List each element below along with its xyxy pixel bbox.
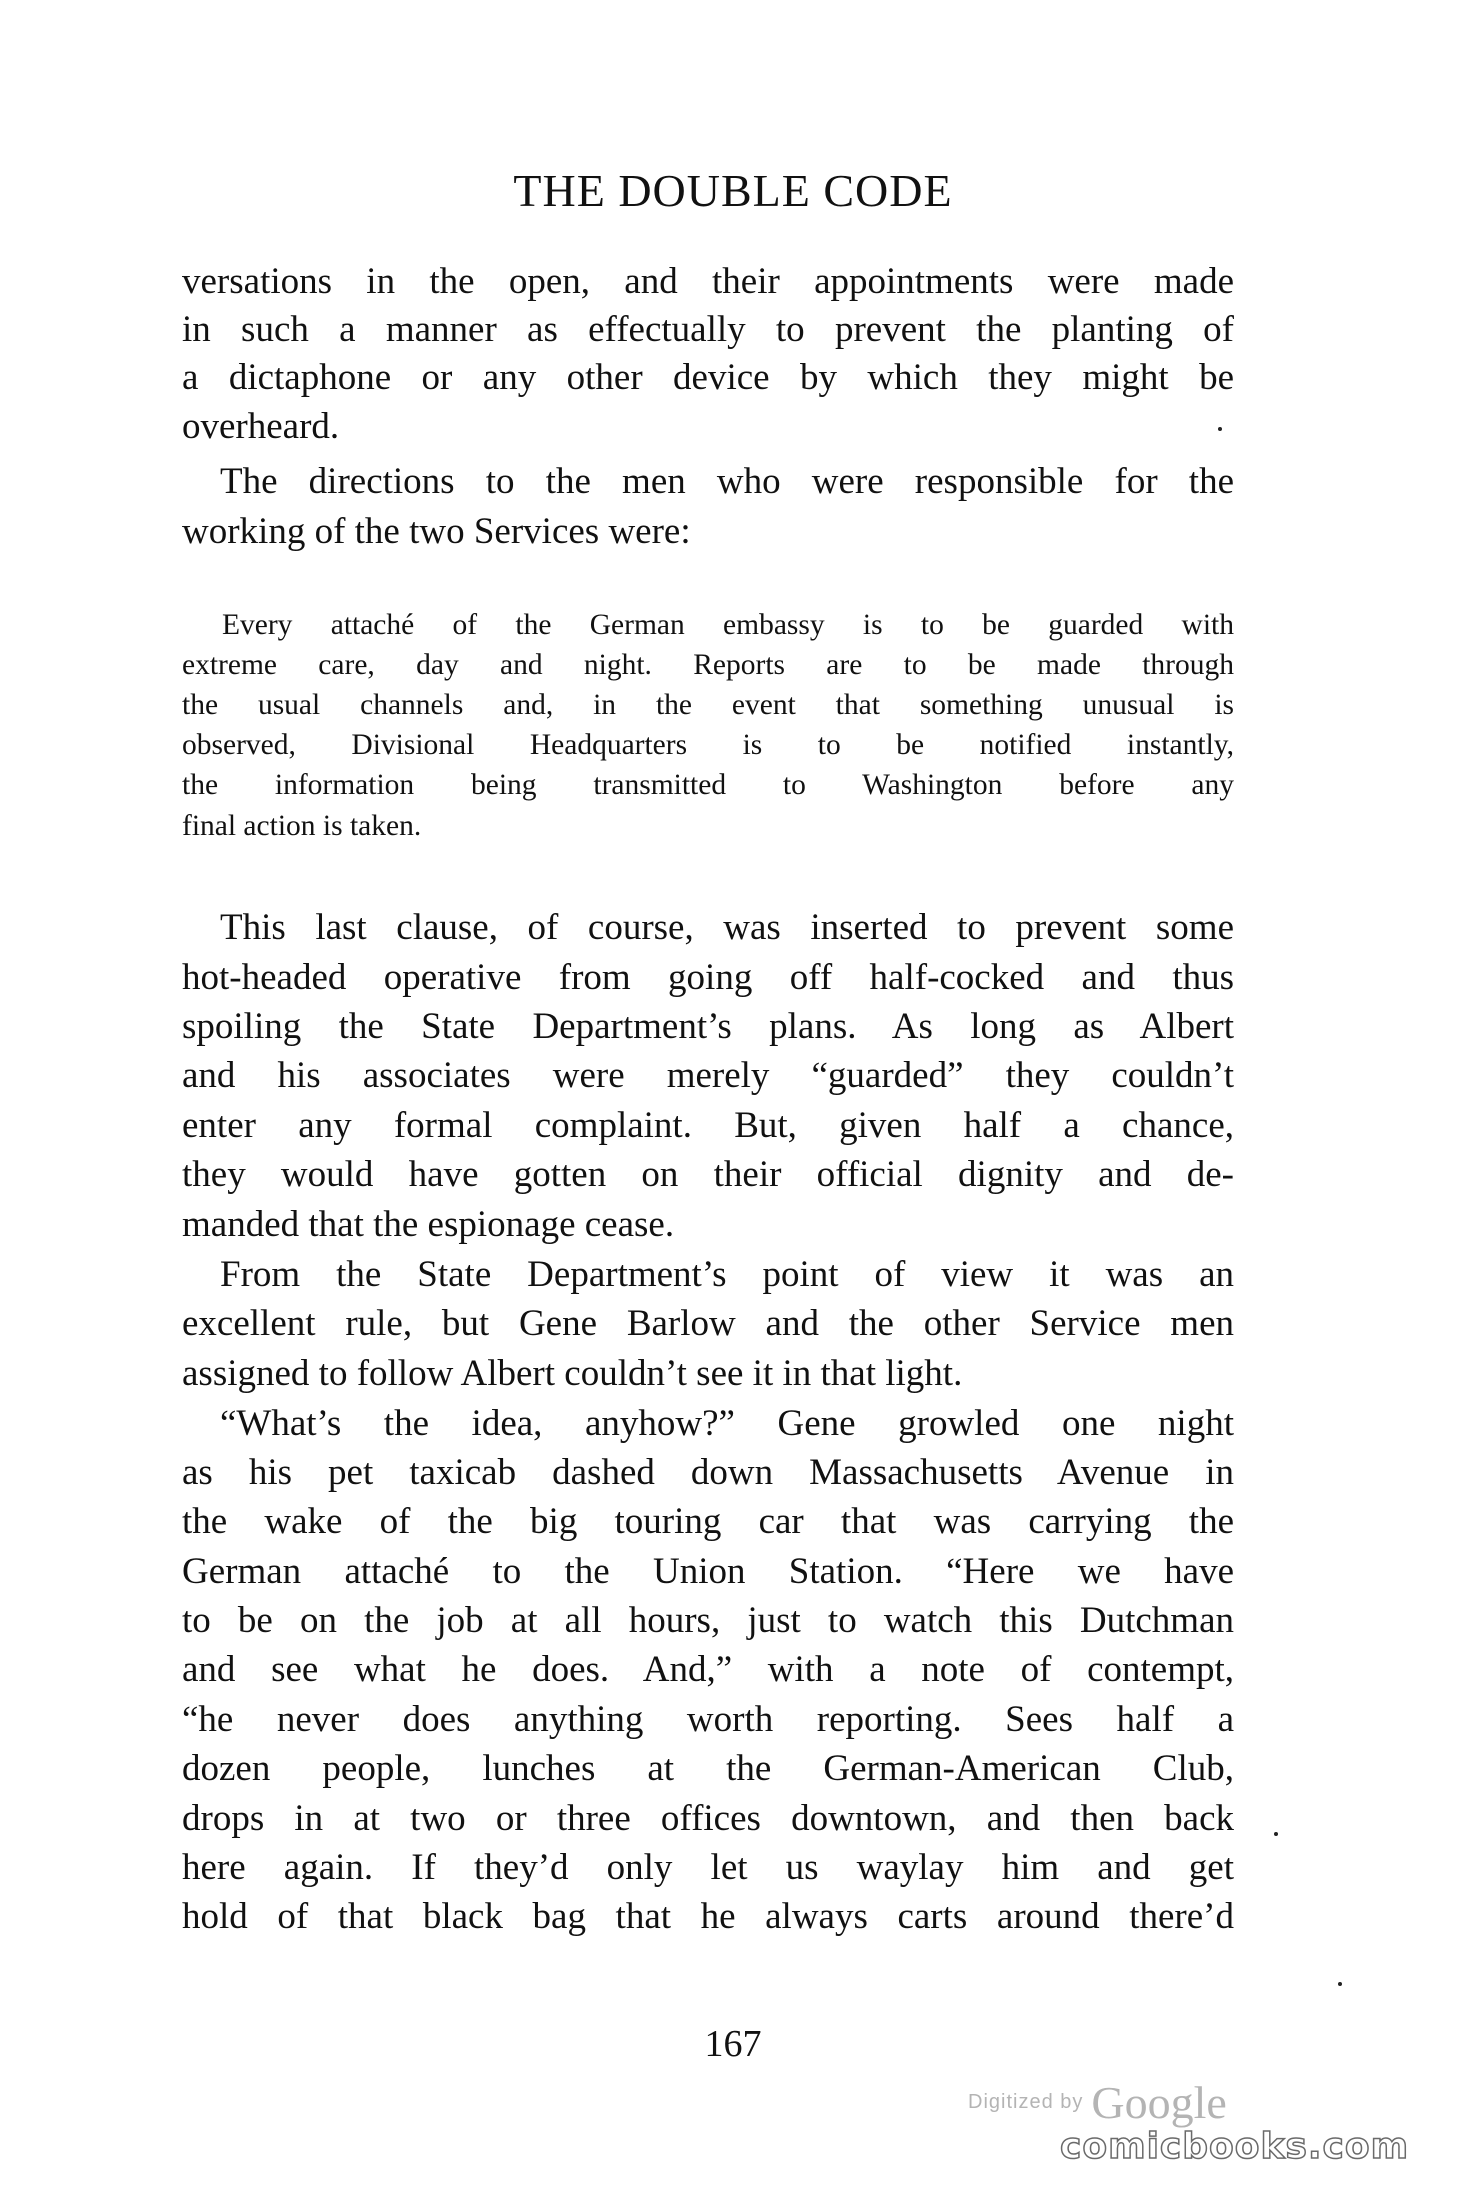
text-line: to be on the job at all hours, just to watch this Dutchman — [182, 1600, 1234, 1641]
text-line: German attaché to the Union Station. “Here we have — [182, 1551, 1234, 1592]
speck — [1218, 427, 1222, 431]
speck — [1338, 1982, 1342, 1986]
text-line: “What’s the idea, anyhow?” Gene growled one night — [220, 1403, 1234, 1444]
text-line: Every attaché of the German embassy is to be guarded with — [222, 609, 1234, 641]
text-line: the wake of the big touring car that was carrying the — [182, 1501, 1234, 1542]
text-line: excellent rule, but Gene Barlow and the other Service men — [182, 1303, 1234, 1344]
text-line: in such a manner as effectually to prevent the planting of — [182, 309, 1234, 350]
text-line: versations in the open, and their appointments were made — [182, 261, 1234, 302]
text-line: The directions to the men who were responsible for the — [220, 461, 1234, 502]
text-line: here again. If they’d only let us waylay him and get — [182, 1847, 1234, 1888]
text-line: assigned to follow Albert couldn’t see it in that light. — [182, 1353, 963, 1394]
text-line: manded that the espionage cease. — [182, 1204, 675, 1245]
text-line: This last clause, of course, was inserted to prevent some — [220, 907, 1234, 948]
text-line: dozen people, lunches at the German-American Club, — [182, 1748, 1234, 1789]
text-line: the usual channels and, in the event that something unusual is — [182, 689, 1234, 721]
text-line: overheard. — [182, 406, 340, 447]
text-line: enter any formal complaint. But, given half a chance, — [182, 1105, 1234, 1146]
text-line: spoiling the State Department’s plans. As long as Albert — [182, 1006, 1234, 1047]
text-line: hot-headed operative from going off half-cocked and thus — [182, 957, 1234, 998]
page-number: 167 — [704, 2023, 762, 2065]
text-line: and his associates were merely “guarded” they couldn’t — [182, 1055, 1234, 1096]
digitized-prefix: Digitized by — [968, 2091, 1084, 2113]
running-head: THE DOUBLE CODE — [513, 165, 953, 216]
text-line: working of the two Services were: — [182, 511, 691, 552]
text-line: extreme care, day and night. Reports are to be made through — [182, 649, 1234, 681]
text-line: final action is taken. — [182, 810, 422, 842]
speck — [1274, 1832, 1278, 1836]
text-line: drops in at two or three offices downtown, and then back — [182, 1798, 1234, 1839]
text-line: and see what he does. And,” with a note of contempt, — [182, 1649, 1234, 1690]
watermark-logo: comicbooks.com — [1060, 2126, 1410, 2167]
text-line: they would have gotten on their official dignity and de- — [182, 1154, 1234, 1195]
text-line: a dictaphone or any other device by which they might be — [182, 357, 1234, 398]
text-line: the information being transmitted to Washington before any — [182, 769, 1234, 801]
text-line: hold of that black bag that he always carts around there’d — [182, 1896, 1234, 1937]
digitized-by-google-mark — [968, 2076, 1227, 2129]
text-line: observed, Divisional Headquarters is to be notified instantly, — [182, 729, 1234, 761]
text-line: “he never does anything worth reporting. Sees half a — [182, 1699, 1234, 1740]
text-line: as his pet taxicab dashed down Massachusetts Avenue in — [182, 1452, 1234, 1493]
google-logo: Google — [1091, 2077, 1227, 2128]
text-line: From the State Department’s point of view it was an — [220, 1254, 1234, 1295]
